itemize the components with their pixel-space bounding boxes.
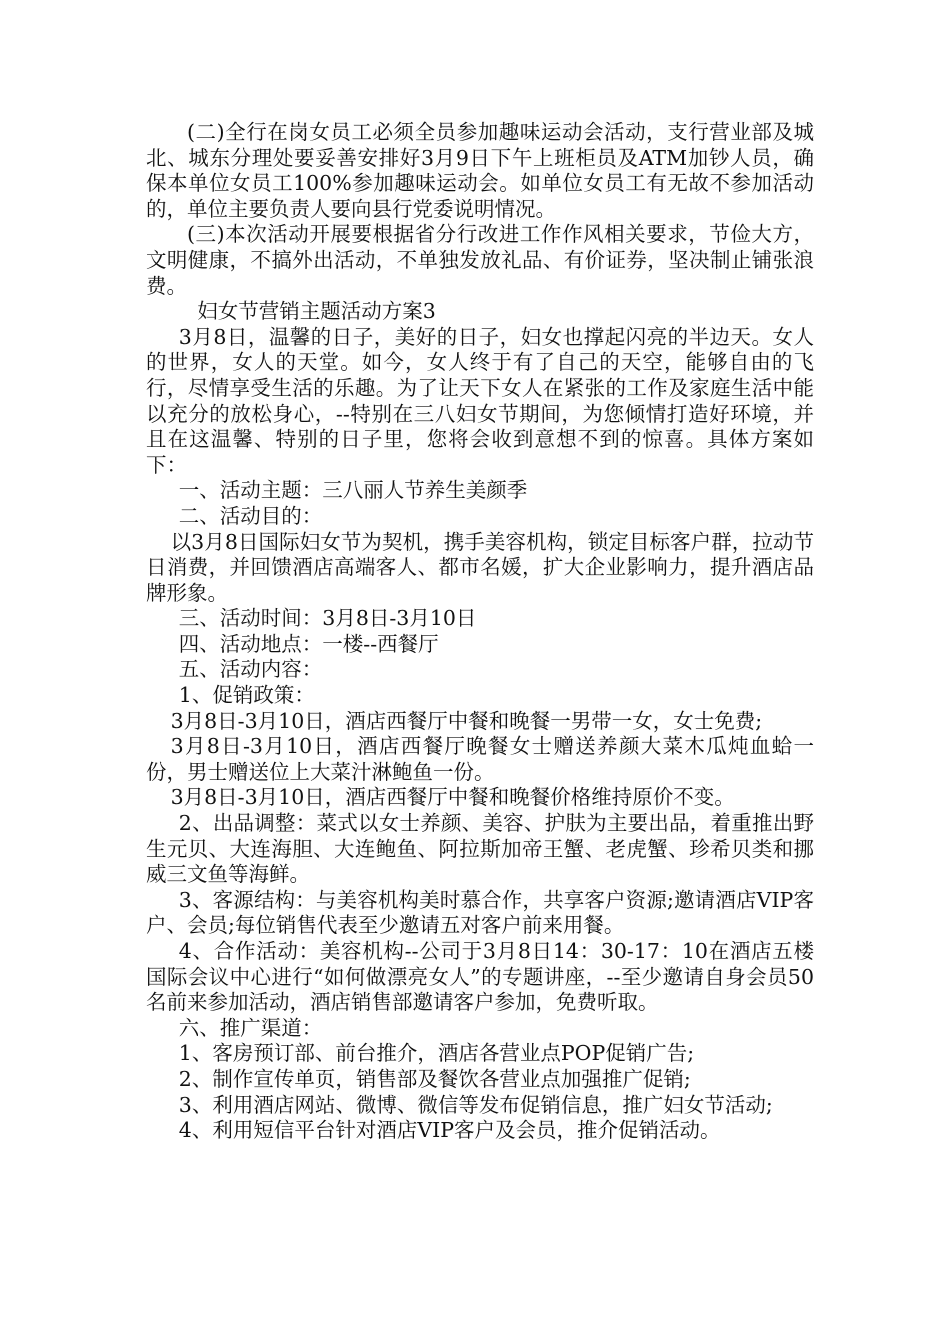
promo-line-3: 3月8日-3月10日，酒店西餐厅中餐和晚餐价格维持原价不变。 xyxy=(170,785,735,810)
item-cooperation: 4、合作活动：美容机构--公司于3月8日14：30-17：10在酒店五楼国际会议中心进行“如何做漂亮女人”的专题讲座，--至少邀请自身会员50名前来参加活动，酒店销售部邀请客户参加，免费听取。 xyxy=(146,939,814,1015)
item-customer-source: 3、客源结构：与美容机构美时慕合作，共享客户资源;邀请酒店VIP客户、会员;每位销售代表至少邀请五对客户前来用餐。 xyxy=(146,887,814,938)
section-title: 妇女节营销主题活动方案3 xyxy=(197,299,436,324)
promo-line-2: 3月8日-3月10日，酒店西餐厅晚餐女士赠送养颜大菜木瓜炖血蛤一份，男士赠送位上大菜汁淋鲍鱼一份。 xyxy=(146,734,814,784)
item-promo-heading: 1、促销政策： xyxy=(178,683,315,708)
item-menu-adjust: 2、出品调整：菜式以女士养颜、美容、护肤为主要出品，着重推出野生元贝、大连海胆、大连鲍鱼、阿拉斯加帝王蟹、老虎蟹、珍希贝类和挪威三文鱼等海鲜。 xyxy=(146,811,814,887)
document-body xyxy=(146,120,814,1144)
channel-2: 2、制作宣传单页，销售部及餐饮各营业点加强推广促销; xyxy=(178,1066,691,1091)
paragraph-rule-2: (二)全行在岗女员工必须全员参加趣味运动会活动，支行营业部及城北、城东分理处要妥善安排好3月9日下午上班柜员及ATM加钞人员，确保本单位女员工100%参加趣味运动会。如单位女员工有无故不参加活动的，单位主要负责人要向县行党委说明情况。 xyxy=(146,120,814,221)
item-theme: 一、活动主题：三八丽人节养生美颜季 xyxy=(178,478,528,503)
channel-3: 3、利用酒店网站、微博、微信等发布促销信息，推广妇女节活动; xyxy=(178,1092,773,1117)
item-purpose-heading: 二、活动目的： xyxy=(178,503,323,528)
channel-1: 1、客房预订部、前台推介，酒店各营业点POP促销广告; xyxy=(178,1041,695,1066)
item-purpose-text: 以3月8日国际妇女节为契机，携手美容机构，锁定目标客户群，拉动节日消费，并回馈酒店高端客人、都市名媛，扩大企业影响力，提升酒店品牌形象。 xyxy=(146,529,814,605)
item-channels-heading: 六、推广渠道： xyxy=(178,1015,323,1040)
promo-line-1: 3月8日-3月10日，酒店西餐厅中餐和晚餐一男带一女，女士免费; xyxy=(170,708,763,733)
paragraph-intro: 3月8日，温馨的日子，美好的日子，妇女也撑起闪亮的半边天。女人的世界，女人的天堂。如今，女人终于有了自己的天空，能够自由的飞行，尽情享受生活的乐趣。为了让天下女人在紧张的工作及家庭生活中能以充分的放松身心，--特别在三八妇女节期间，为您倾情打造好环境，并且在这温馨、特别的日子里，您将会收到意想不到的惊喜。具体方案如下： xyxy=(146,324,814,477)
item-time: 三、活动时间：3月8日-3月10日 xyxy=(178,606,477,631)
item-location: 四、活动地点：一楼--西餐厅 xyxy=(178,631,439,656)
paragraph-rule-3: (三)本次活动开展要根据省分行改进工作作风相关要求，节俭大方，文明健康，不搞外出活动，不单独发放礼品、有价证券，坚决制止铺张浪费。 xyxy=(146,222,814,298)
item-content-heading: 五、活动内容： xyxy=(178,657,323,682)
channel-4: 4、利用短信平台针对酒店VIP客户及会员，推介促销活动。 xyxy=(178,1118,721,1143)
